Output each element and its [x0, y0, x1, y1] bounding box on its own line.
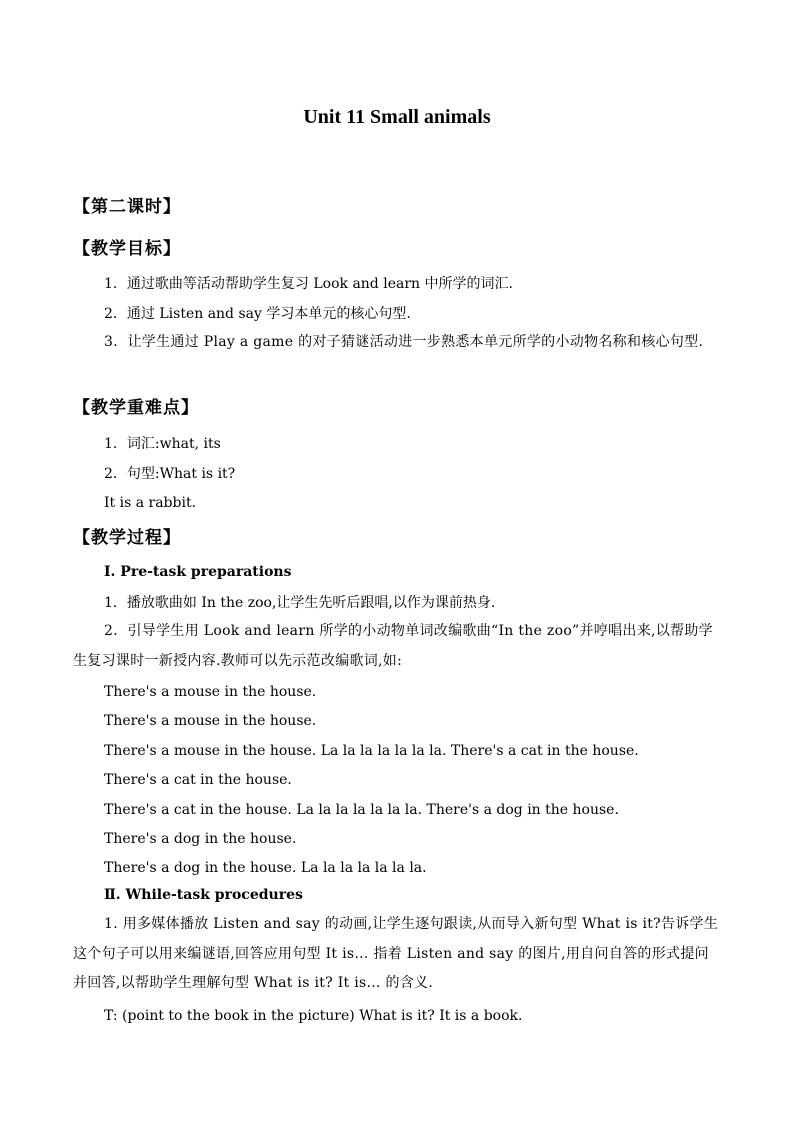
key-point-item: 1．词汇:what, its	[104, 436, 221, 452]
song-line: There's a cat in the house. La la la la la la la. There's a dog in the house.	[104, 802, 619, 818]
song-line: There's a mouse in the house.	[104, 684, 317, 700]
process-heading: 【教学过程】	[73, 528, 181, 548]
key-point-item: It is a rabbit.	[104, 495, 197, 511]
goal-item: 3．让学生通过 Play a game 的对子猜谜活动进一步熟悉本单元所学的小动物名称和核心句型.	[104, 334, 704, 350]
document-title: Unit 11 Small animals	[303, 106, 491, 128]
song-line: There's a mouse in the house.	[104, 713, 317, 729]
song-line: There's a cat in the house.	[104, 772, 292, 788]
section1-item: 1．播放歌曲如 In the zoo,让学生先听后跟唱,以作为课前热身.	[104, 595, 496, 611]
song-line: There's a dog in the house.	[104, 831, 297, 847]
section1-title: Ⅰ. Pre-task preparations	[104, 564, 292, 580]
key-points-heading: 【教学重难点】	[73, 398, 199, 418]
section2-paragraph: 1. 用多媒体播放 Listen and say 的动画,让学生逐句跟读,从而导入新句型 What is it?告诉学生这个句子可以用来编谜语,回答应用句型 It is… 指着 Listen and say 的图片,用自问自答的形式提问并回答,以帮助学生理解句型 What is it? It is… 的含义.	[73, 916, 719, 991]
goal-item: 2．通过 Listen and say 学习本单元的核心句型.	[104, 306, 411, 322]
lesson-heading: 【第二课时】	[73, 197, 181, 217]
dialogue-line: T: (point to the book in the picture) What is it? It is a book.	[104, 1008, 523, 1024]
song-line: There's a dog in the house. La la la la la la la.	[104, 860, 427, 876]
key-point-item: 2．句型:What is it?	[104, 466, 236, 482]
goal-item: 1．通过歌曲等活动帮助学生复习 Look and learn 中所学的词汇.	[104, 276, 513, 292]
section1-item: 2．引导学生用 Look and learn 所学的小动物单词改编歌曲“In the zoo”并哼唱出来,以帮助学生复习课时一新授内容.教师可以先示范改编歌词,如:	[73, 623, 713, 669]
goals-heading: 【教学目标】	[73, 239, 181, 259]
section2-title: Ⅱ. While-task procedures	[104, 887, 303, 903]
song-line: There's a mouse in the house. La la la la la la la. There's a cat in the house.	[104, 743, 639, 759]
